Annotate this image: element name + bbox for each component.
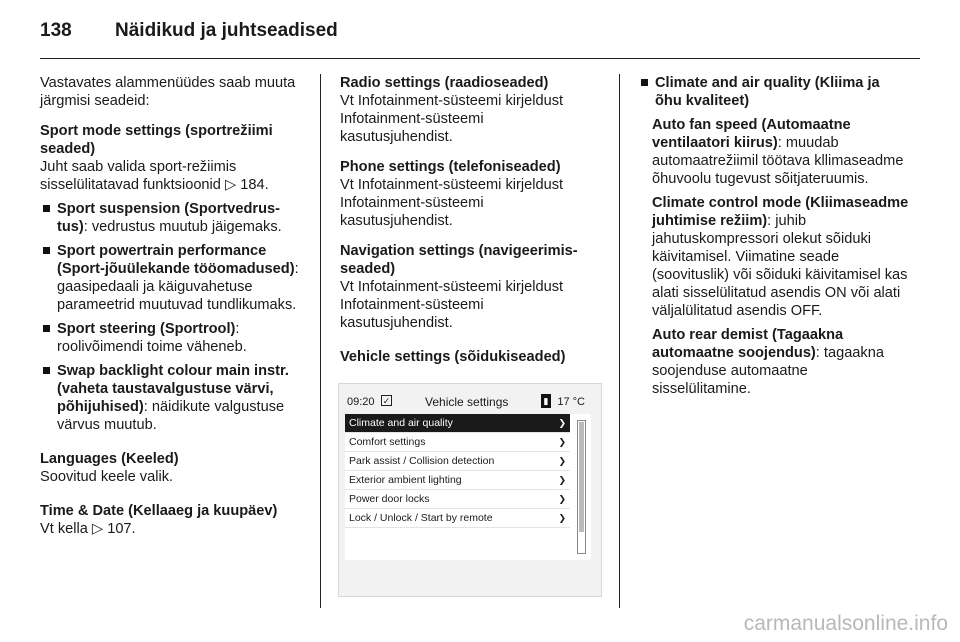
header-divider [40,58,920,59]
rear-demist-item: Auto rear demist (Tagaakna automaatne soojendus): tagaakna soojenduse automaatne sisselülitamine. [652,327,884,397]
check-icon: ✓ [382,396,391,406]
time-date-text: Vt kella ▷ 107. [40,521,136,537]
fan-speed-item: Auto fan speed (Automaatne ventilaatori kiirus): muudab automaatrežiimil töötava kllimaseadme õhuvoolu tugevust sõitjateruumis. [652,117,904,187]
menu-item-exterior-lighting[interactable]: Exterior ambient lighting ❯ [345,471,570,490]
sport-mode-text: Juht saab valida sport-režiimis sisselülitatavad funktsioonid ▷ 184. [40,159,269,193]
menu-item-power-door-locks[interactable]: Power door locks ❯ [345,490,570,509]
bullet-item: Sport steering (Sportrool): roolivõimendi toime väheneb. [40,320,308,356]
bullet-item: Swap backlight colour main instr. (vaheta taustavalgustuse värvi, põhijuhised): näidikute valgustuse värvus muutub. [40,362,308,434]
navigation-settings-text: Vt Infotainment-süsteemi kirjeldust Infotainment-süsteemi kasutusjuhendist. [340,279,564,331]
chevron-right-icon: ❯ [558,437,566,447]
page-title: Näidikud ja juhtseadised [115,20,338,41]
navigation-settings-heading: Navigation settings (navigeerimis-seaded) [340,243,578,277]
radio-settings-heading: Radio settings (raadioseaded) [340,75,549,91]
chevron-right-icon: ❯ [558,475,566,485]
languages-text: Soovitud keele valik. [40,469,174,485]
bullet-item: Sport powertrain performance (Sport-jõuülekande tööomadused): gaasipedaali ja käiguvahetuse parameetrid muutuvad tundlikumaks. [40,242,308,314]
vehicle-settings-heading: Vehicle settings (sõidukiseaded) [340,349,566,365]
menu-item-climate[interactable]: Climate and air quality ❯ [345,414,570,433]
page-ref-link[interactable]: 184. [240,177,269,193]
column-divider-2 [619,74,620,608]
vehicle-settings-screenshot [338,383,602,597]
menu-item-remote-lock[interactable]: Lock / Unlock / Start by remote ❯ [345,509,570,528]
radio-settings-text: Vt Infotainment-süsteemi kirjeldust Infotainment-süsteemi kasutusjuhendist. [340,93,564,145]
column-divider-1 [320,74,321,608]
bullet-item [638,74,910,110]
screen-title: Vehicle settings [425,395,509,409]
page-header [40,18,920,58]
thermometer-icon: ▮ [541,394,551,408]
column-1 [40,74,308,538]
watermark: carmanualsonline.info [743,612,948,635]
menu-scrollbar[interactable] [577,420,586,554]
page-ref-arrow-icon: ▷ [224,177,241,193]
chevron-right-icon: ❯ [558,513,566,523]
column-3 [638,74,910,398]
screen-status-bar [345,392,591,412]
climate-heading: Climate and air quality (Kliima ja õhu kvaliteet) [655,75,880,109]
intro-text: Vastavates alammenüüdes saab muuta järgmisi seadeid: [40,75,296,109]
screen-temperature: 17 °C [557,396,585,408]
climate-control-mode-item: Climate control mode (Kliimaseadme juhtimise režiim): juhib jahutuskompressori olekut sõiduki käivitamisel. Viimatine seade (soovituslik) või sõiduki käivitamisel kas alati sisselülitatud asendis ON või alati väljalülitatud asendis OFF. [652,195,909,319]
phone-settings-heading: Phone settings (telefoniseaded) [340,159,561,175]
scroll-thumb[interactable] [579,422,584,532]
page-ref-link[interactable]: 107. [107,521,136,537]
time-date-heading: Time & Date (Kellaaeg ja kuupäev) [40,503,278,519]
chevron-right-icon: ❯ [558,494,566,504]
column-2 [340,74,600,366]
menu-item-comfort[interactable]: Comfort settings ❯ [345,433,570,452]
screen-menu [345,414,591,560]
page-ref-arrow-icon: ▷ [91,521,108,537]
languages-heading: Languages (Keeled) [40,451,179,467]
page-number: 138 [40,20,72,41]
menu-item-park-assist[interactable]: Park assist / Collision detection ❯ [345,452,570,471]
sport-mode-heading: Sport mode settings (sportrežiimi seaded) [40,123,273,157]
chevron-right-icon: ❯ [558,456,566,466]
phone-settings-text: Vt Infotainment-süsteemi kirjeldust Infotainment-süsteemi kasutusjuhendist. [340,177,564,229]
chevron-right-icon: ❯ [558,418,566,428]
bullet-item: Sport suspension (Sportvedrus-tus): vedrustus muutub jäigemaks. [40,200,308,236]
screen-time: 09:20 [347,396,375,408]
